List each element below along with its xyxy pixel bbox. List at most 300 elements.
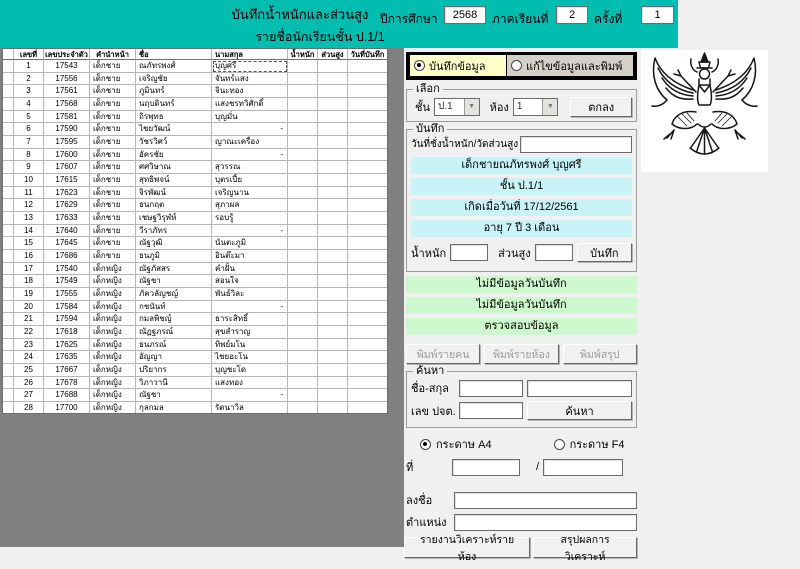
- row-header-cell: [3, 339, 14, 352]
- table-row: [3, 85, 387, 98]
- cell-firstname[interactable]: อัญญา: [136, 351, 212, 364]
- cell-firstname[interactable]: ธนภูมิ: [136, 250, 212, 263]
- cell-weight[interactable]: [288, 377, 318, 390]
- cell-no[interactable]: 11: [14, 187, 44, 200]
- row-header-cell: [3, 187, 14, 200]
- cell-id[interactable]: 17555: [44, 288, 90, 301]
- cell-firstname[interactable]: เจริญชัย: [136, 73, 212, 86]
- cell-weight[interactable]: [288, 199, 318, 212]
- cell-date[interactable]: [348, 263, 387, 276]
- row-header-cell: [3, 123, 14, 136]
- cell-weight[interactable]: [288, 389, 318, 402]
- cell-prefix[interactable]: เด็กหญิง: [90, 301, 136, 314]
- weight-label: น้ำหนัก: [411, 247, 447, 260]
- cell-prefix[interactable]: เด็กชาย: [90, 111, 136, 124]
- cell-firstname[interactable]: ณัฐชา: [136, 389, 212, 402]
- cell-prefix[interactable]: เด็กชาย: [90, 161, 136, 174]
- height-label: ส่วนสูง: [498, 247, 531, 260]
- cell-surname[interactable]: นันตะภูมิ: [212, 237, 288, 250]
- cell-prefix[interactable]: เด็กหญิง: [90, 339, 136, 352]
- cell-date[interactable]: [348, 377, 387, 390]
- row-header-cell: [3, 351, 14, 364]
- id-search-input[interactable]: [459, 402, 523, 419]
- row-header-cell: [3, 301, 14, 314]
- table-row: [3, 161, 387, 174]
- mode-option-edit[interactable]: [507, 55, 633, 76]
- cell-no[interactable]: 26: [14, 377, 44, 390]
- cell-prefix[interactable]: เด็กหญิง: [90, 288, 136, 301]
- cell-firstname[interactable]: วัชรวิศว์: [136, 136, 212, 149]
- cell-no[interactable]: 28: [14, 402, 44, 414]
- cell-weight[interactable]: [288, 339, 318, 352]
- cell-weight[interactable]: [288, 149, 318, 162]
- cell-prefix[interactable]: เด็กหญิง: [90, 326, 136, 339]
- firstname-search-input[interactable]: [459, 380, 523, 397]
- cell-prefix[interactable]: เด็กชาย: [90, 187, 136, 200]
- cell-surname[interactable]: สอนใจ: [212, 275, 288, 288]
- cell-weight[interactable]: [288, 351, 318, 364]
- cell-firstname[interactable]: ณัฐชา: [136, 275, 212, 288]
- table-row: [3, 225, 387, 238]
- table-body: [3, 60, 387, 414]
- analysis-summary-button[interactable]: สรุปผลการวิเคราะห์: [533, 537, 637, 558]
- cell-id[interactable]: 17645: [44, 237, 90, 250]
- cell-no[interactable]: 4: [14, 98, 44, 111]
- cell-no[interactable]: 25: [14, 364, 44, 377]
- header-band: [0, 0, 678, 48]
- cell-date[interactable]: [348, 389, 387, 402]
- cell-no[interactable]: 27: [14, 389, 44, 402]
- cell-weight[interactable]: [288, 212, 318, 225]
- cell-surname[interactable]: สุขสำราญ: [212, 326, 288, 339]
- row-header-cell: [3, 288, 14, 301]
- cell-surname[interactable]: ธาระสิทธิ์: [212, 313, 288, 326]
- cell-weight[interactable]: [288, 98, 318, 111]
- cell-prefix[interactable]: เด็กหญิง: [90, 389, 136, 402]
- cell-firstname[interactable]: ธนกฤต: [136, 199, 212, 212]
- cell-prefix[interactable]: เด็กชาย: [90, 73, 136, 86]
- cell-prefix[interactable]: เด็กชาย: [90, 136, 136, 149]
- cell-weight[interactable]: [288, 275, 318, 288]
- cell-id[interactable]: 17590: [44, 123, 90, 136]
- cell-date[interactable]: [348, 85, 387, 98]
- cell-surname[interactable]: จินะทอง: [212, 85, 288, 98]
- search-button[interactable]: ค้นหา: [527, 401, 632, 420]
- cell-prefix[interactable]: เด็กชาย: [90, 60, 136, 73]
- cell-firstname[interactable]: อัครชัย: [136, 149, 212, 162]
- cell-no[interactable]: 17: [14, 263, 44, 276]
- row-header-cell: [3, 389, 14, 402]
- cell-weight[interactable]: [288, 301, 318, 314]
- cell-date[interactable]: [348, 237, 387, 250]
- cell-id[interactable]: 17584: [44, 301, 90, 314]
- cell-firstname[interactable]: ภัควลัญชญ์: [136, 288, 212, 301]
- cell-surname[interactable]: บุตรเปี้ย: [212, 174, 288, 187]
- cell-height[interactable]: [318, 351, 348, 364]
- cell-surname[interactable]: แสงชรทวิศักดิ์: [212, 98, 288, 111]
- cell-weight[interactable]: [288, 263, 318, 276]
- cell-firstname[interactable]: ธนภรณ์: [136, 339, 212, 352]
- cell-height[interactable]: [318, 364, 348, 377]
- row-header-cell: [3, 161, 14, 174]
- cell-prefix[interactable]: เด็กชาย: [90, 212, 136, 225]
- cell-surname[interactable]: อินต๊ะมา: [212, 250, 288, 263]
- cell-prefix[interactable]: เด็กชาย: [90, 225, 136, 238]
- table-row: [3, 339, 387, 352]
- cell-no[interactable]: 5: [14, 111, 44, 124]
- cell-id[interactable]: 17540: [44, 263, 90, 276]
- student-table: [2, 48, 388, 414]
- cell-date[interactable]: [348, 123, 387, 136]
- cell-height[interactable]: [318, 389, 348, 402]
- cell-no[interactable]: 20: [14, 301, 44, 314]
- col-header-prefix: คำนำหน้า: [90, 49, 136, 60]
- row-header-cell: [3, 199, 14, 212]
- cell-weight[interactable]: [288, 313, 318, 326]
- table-row: [3, 313, 387, 326]
- cell-surname[interactable]: ไชยอะโน: [212, 351, 288, 364]
- doc-number-row: [406, 457, 637, 477]
- cell-height[interactable]: [318, 275, 348, 288]
- cell-weight[interactable]: [288, 364, 318, 377]
- room-analysis-report-button[interactable]: รายงานวิเคราะห์รายห้อง: [404, 537, 530, 558]
- cell-height[interactable]: [318, 174, 348, 187]
- cell-id[interactable]: 17700: [44, 402, 90, 414]
- birth-date-display: เกิดเมื่อวันที่ 17/12/2561: [411, 199, 632, 216]
- cell-surname[interactable]: รัตนาวิล: [212, 402, 288, 414]
- cell-height[interactable]: [318, 225, 348, 238]
- position-row: [406, 512, 637, 532]
- slash-separator: /: [536, 461, 540, 473]
- cell-height[interactable]: [318, 250, 348, 263]
- cell-surname[interactable]: บุญศรี: [212, 60, 288, 73]
- cell-id[interactable]: 17667: [44, 364, 90, 377]
- chevron-down-icon[interactable]: ▼: [542, 99, 557, 115]
- cell-firstname[interactable]: ณัฐวุฒิ: [136, 237, 212, 250]
- cell-id[interactable]: 17549: [44, 275, 90, 288]
- cell-no[interactable]: 19: [14, 288, 44, 301]
- cell-prefix[interactable]: เด็กชาย: [90, 250, 136, 263]
- cell-height[interactable]: [318, 402, 348, 414]
- cell-surname[interactable]: -: [212, 123, 288, 136]
- radio-edit-icon[interactable]: [511, 60, 522, 71]
- cell-surname[interactable]: พันธ์วิละ: [212, 288, 288, 301]
- cell-height[interactable]: [318, 73, 348, 86]
- cell-prefix[interactable]: เด็กหญิง: [90, 313, 136, 326]
- cell-date[interactable]: [348, 73, 387, 86]
- cell-height[interactable]: [318, 149, 348, 162]
- cell-date[interactable]: [348, 364, 387, 377]
- cell-prefix[interactable]: เด็กหญิง: [90, 263, 136, 276]
- cell-firstname[interactable]: ไชยวัฒน์: [136, 123, 212, 136]
- search-group: [406, 366, 637, 428]
- cell-weight[interactable]: [288, 326, 318, 339]
- cell-firstname[interactable]: กชนันท์: [136, 301, 212, 314]
- table-row: [3, 275, 387, 288]
- cell-no[interactable]: 6: [14, 123, 44, 136]
- room-dropdown[interactable]: [513, 98, 559, 116]
- cell-weight[interactable]: [288, 225, 318, 238]
- cell-prefix[interactable]: เด็กหญิง: [90, 364, 136, 377]
- row-header-cell: [3, 326, 14, 339]
- doc-no-input[interactable]: [452, 459, 520, 476]
- cell-date[interactable]: [348, 161, 387, 174]
- cell-id[interactable]: 17688: [44, 389, 90, 402]
- row-header-cell: [3, 111, 14, 124]
- weight-input[interactable]: [450, 244, 488, 261]
- cell-date[interactable]: [348, 301, 387, 314]
- select-group: [406, 84, 637, 122]
- cell-firstname[interactable]: เชษฐวิรุฬห์: [136, 212, 212, 225]
- cell-surname[interactable]: -: [212, 149, 288, 162]
- cell-id[interactable]: 17618: [44, 326, 90, 339]
- col-header-weight: น้ำหนัก: [288, 49, 318, 60]
- cell-height[interactable]: [318, 187, 348, 200]
- cell-no[interactable]: 22: [14, 326, 44, 339]
- doc-year-input[interactable]: [543, 459, 623, 476]
- radio-f4-icon[interactable]: [554, 439, 565, 450]
- print-summary-button[interactable]: พิมพ์สรุป: [563, 344, 637, 364]
- cell-height[interactable]: [318, 60, 348, 73]
- cell-prefix[interactable]: เด็กหญิง: [90, 402, 136, 414]
- row-header-cell: [3, 149, 14, 162]
- cell-id[interactable]: 17629: [44, 199, 90, 212]
- chevron-down-icon[interactable]: ▼: [464, 99, 479, 115]
- cell-firstname[interactable]: จิรพัฒน์: [136, 187, 212, 200]
- cell-surname[interactable]: คำฝั้น: [212, 263, 288, 276]
- cell-height[interactable]: [318, 301, 348, 314]
- cell-id[interactable]: 17595: [44, 136, 90, 149]
- cell-height[interactable]: [318, 237, 348, 250]
- cell-height[interactable]: [318, 85, 348, 98]
- class-dropdown[interactable]: [434, 98, 480, 116]
- cell-id[interactable]: 17568: [44, 98, 90, 111]
- cell-no[interactable]: 1: [14, 60, 44, 73]
- cell-id[interactable]: 17594: [44, 313, 90, 326]
- col-header-surname: นามสกุล: [212, 49, 288, 60]
- cell-weight[interactable]: [288, 174, 318, 187]
- cell-no[interactable]: 14: [14, 225, 44, 238]
- row-header-cell: [3, 174, 14, 187]
- room-value: 1: [516, 101, 523, 112]
- cell-surname[interactable]: สุวรรณ: [212, 161, 288, 174]
- cell-id[interactable]: 17561: [44, 85, 90, 98]
- cell-surname[interactable]: บุญชะโด: [212, 364, 288, 377]
- cell-no[interactable]: 9: [14, 161, 44, 174]
- sign-input[interactable]: [454, 492, 637, 509]
- cell-firstname[interactable]: ปริยากร: [136, 364, 212, 377]
- cell-id[interactable]: 17625: [44, 339, 90, 352]
- cell-firstname[interactable]: ศศวิษาณ: [136, 161, 212, 174]
- cell-prefix[interactable]: เด็กชาย: [90, 149, 136, 162]
- cell-date[interactable]: [348, 225, 387, 238]
- cell-id[interactable]: 17686: [44, 250, 90, 263]
- cell-firstname[interactable]: วิภาวานี: [136, 377, 212, 390]
- cell-height[interactable]: [318, 339, 348, 352]
- cell-date[interactable]: [348, 136, 387, 149]
- cell-no[interactable]: 16: [14, 250, 44, 263]
- cell-date[interactable]: [348, 187, 387, 200]
- cell-surname[interactable]: เจริญนาน: [212, 187, 288, 200]
- cell-surname[interactable]: -: [212, 225, 288, 238]
- save-button[interactable]: บันทึก: [577, 243, 632, 262]
- cell-weight[interactable]: [288, 187, 318, 200]
- cell-prefix[interactable]: เด็กชาย: [90, 98, 136, 111]
- cell-id[interactable]: 17581: [44, 111, 90, 124]
- cell-prefix[interactable]: เด็กชาย: [90, 123, 136, 136]
- cell-id[interactable]: 17635: [44, 351, 90, 364]
- cell-no[interactable]: 21: [14, 313, 44, 326]
- status-line-2: ไม่มีข้อมูลวันบันทึก: [406, 297, 637, 314]
- cell-no[interactable]: 10: [14, 174, 44, 187]
- status-line-3: ตรวจสอบข้อมูล: [406, 318, 637, 335]
- cell-firstname[interactable]: ณัฐภัสสร: [136, 263, 212, 276]
- cell-height[interactable]: [318, 313, 348, 326]
- cell-prefix[interactable]: เด็กชาย: [90, 174, 136, 187]
- radio-record-icon[interactable]: [414, 60, 425, 71]
- cell-no[interactable]: 15: [14, 237, 44, 250]
- cell-no[interactable]: 13: [14, 212, 44, 225]
- cell-date[interactable]: [348, 402, 387, 414]
- cell-id[interactable]: 17543: [44, 60, 90, 73]
- cell-firstname[interactable]: ณภัทรพงศ์: [136, 60, 212, 73]
- cell-firstname[interactable]: วีราภัทร: [136, 225, 212, 238]
- sign-label: ลงชื่อ: [406, 495, 433, 507]
- cell-weight[interactable]: [288, 85, 318, 98]
- cell-date[interactable]: [348, 60, 387, 73]
- cell-date[interactable]: [348, 149, 387, 162]
- cell-date[interactable]: [348, 313, 387, 326]
- print-person-button[interactable]: พิมพ์รายคน: [406, 344, 480, 364]
- cell-firstname[interactable]: สุทธิพจน์: [136, 174, 212, 187]
- cell-height[interactable]: [318, 123, 348, 136]
- term-input[interactable]: [556, 6, 588, 24]
- cell-weight[interactable]: [288, 402, 318, 414]
- cell-surname[interactable]: ญาณะเครื่อง: [212, 136, 288, 149]
- cell-height[interactable]: [318, 326, 348, 339]
- cell-id[interactable]: 17607: [44, 161, 90, 174]
- cell-date[interactable]: [348, 174, 387, 187]
- cell-no[interactable]: 23: [14, 339, 44, 352]
- row-header-cell: [3, 402, 14, 414]
- cell-date[interactable]: [348, 326, 387, 339]
- cell-surname[interactable]: สุภาผล: [212, 199, 288, 212]
- cell-id[interactable]: 17615: [44, 174, 90, 187]
- cell-surname[interactable]: ทิพย์มโน: [212, 339, 288, 352]
- cell-firstname[interactable]: นฤบดินทร์: [136, 98, 212, 111]
- cell-prefix[interactable]: เด็กหญิง: [90, 275, 136, 288]
- cell-height[interactable]: [318, 199, 348, 212]
- cell-weight[interactable]: [288, 111, 318, 124]
- ok-button[interactable]: ตกลง: [570, 97, 632, 117]
- cell-surname[interactable]: -: [212, 301, 288, 314]
- row-header-cell: [3, 136, 14, 149]
- cell-date[interactable]: [348, 275, 387, 288]
- year-input[interactable]: [444, 6, 486, 24]
- cell-height[interactable]: [318, 212, 348, 225]
- cell-no[interactable]: 8: [14, 149, 44, 162]
- cell-surname[interactable]: รอบรู้: [212, 212, 288, 225]
- row-header-cell: [3, 85, 14, 98]
- surname-search-input[interactable]: [527, 380, 632, 397]
- cell-height[interactable]: [318, 263, 348, 276]
- cell-surname[interactable]: จันทร์แสง: [212, 73, 288, 86]
- cell-no[interactable]: 18: [14, 275, 44, 288]
- cell-weight[interactable]: [288, 288, 318, 301]
- measure-date-input[interactable]: [520, 136, 632, 153]
- cell-weight[interactable]: [288, 161, 318, 174]
- cell-prefix[interactable]: เด็กชาย: [90, 237, 136, 250]
- cell-id[interactable]: 17623: [44, 187, 90, 200]
- mode-option-record[interactable]: [410, 55, 506, 76]
- cell-weight[interactable]: [288, 136, 318, 149]
- cell-weight[interactable]: [288, 73, 318, 86]
- time-input[interactable]: [641, 6, 674, 24]
- table-row: [3, 98, 387, 111]
- cell-height[interactable]: [318, 136, 348, 149]
- cell-weight[interactable]: [288, 250, 318, 263]
- cell-date[interactable]: [348, 199, 387, 212]
- print-room-button[interactable]: พิมพ์รายห้อง: [484, 344, 558, 364]
- cell-id[interactable]: 17600: [44, 149, 90, 162]
- cell-firstname[interactable]: กุลกมล: [136, 402, 212, 414]
- cell-id[interactable]: 17633: [44, 212, 90, 225]
- cell-no[interactable]: 7: [14, 136, 44, 149]
- col-header-id: เลขประจำตัว: [44, 49, 90, 60]
- cell-surname[interactable]: แสงทอง: [212, 377, 288, 390]
- page-title: บันทึกน้ำหนักและส่วนสูง: [231, 7, 369, 22]
- radio-a4-icon[interactable]: [420, 439, 431, 450]
- cell-height[interactable]: [318, 161, 348, 174]
- cell-height[interactable]: [318, 377, 348, 390]
- cell-firstname[interactable]: ถิรพุทธ: [136, 111, 212, 124]
- cell-prefix[interactable]: เด็กหญิง: [90, 351, 136, 364]
- cell-prefix[interactable]: เด็กหญิง: [90, 377, 136, 390]
- cell-firstname[interactable]: ณัฏฐภรณ์: [136, 326, 212, 339]
- cell-weight[interactable]: [288, 237, 318, 250]
- cell-prefix[interactable]: เด็กชาย: [90, 199, 136, 212]
- cell-no[interactable]: 24: [14, 351, 44, 364]
- cell-no[interactable]: 3: [14, 85, 44, 98]
- cell-height[interactable]: [318, 288, 348, 301]
- row-header-cell: [3, 250, 14, 263]
- cell-id[interactable]: 17640: [44, 225, 90, 238]
- cell-date[interactable]: [348, 212, 387, 225]
- cell-date[interactable]: [348, 339, 387, 352]
- cell-no[interactable]: 12: [14, 199, 44, 212]
- cell-surname[interactable]: บุญมั่น: [212, 111, 288, 124]
- cell-firstname[interactable]: ภูมินทร์: [136, 85, 212, 98]
- cell-date[interactable]: [348, 98, 387, 111]
- cell-id[interactable]: 17556: [44, 73, 90, 86]
- cell-weight[interactable]: [288, 60, 318, 73]
- cell-date[interactable]: [348, 351, 387, 364]
- cell-date[interactable]: [348, 111, 387, 124]
- cell-height[interactable]: [318, 98, 348, 111]
- cell-date[interactable]: [348, 288, 387, 301]
- cell-prefix[interactable]: เด็กชาย: [90, 85, 136, 98]
- cell-date[interactable]: [348, 250, 387, 263]
- height-input[interactable]: [535, 244, 573, 261]
- cell-weight[interactable]: [288, 123, 318, 136]
- cell-no[interactable]: 2: [14, 73, 44, 86]
- cell-firstname[interactable]: กมลพิชญ์: [136, 313, 212, 326]
- cell-height[interactable]: [318, 111, 348, 124]
- position-input[interactable]: [454, 514, 637, 531]
- cell-id[interactable]: 17678: [44, 377, 90, 390]
- row-header-cell: [3, 275, 14, 288]
- cell-surname[interactable]: -: [212, 389, 288, 402]
